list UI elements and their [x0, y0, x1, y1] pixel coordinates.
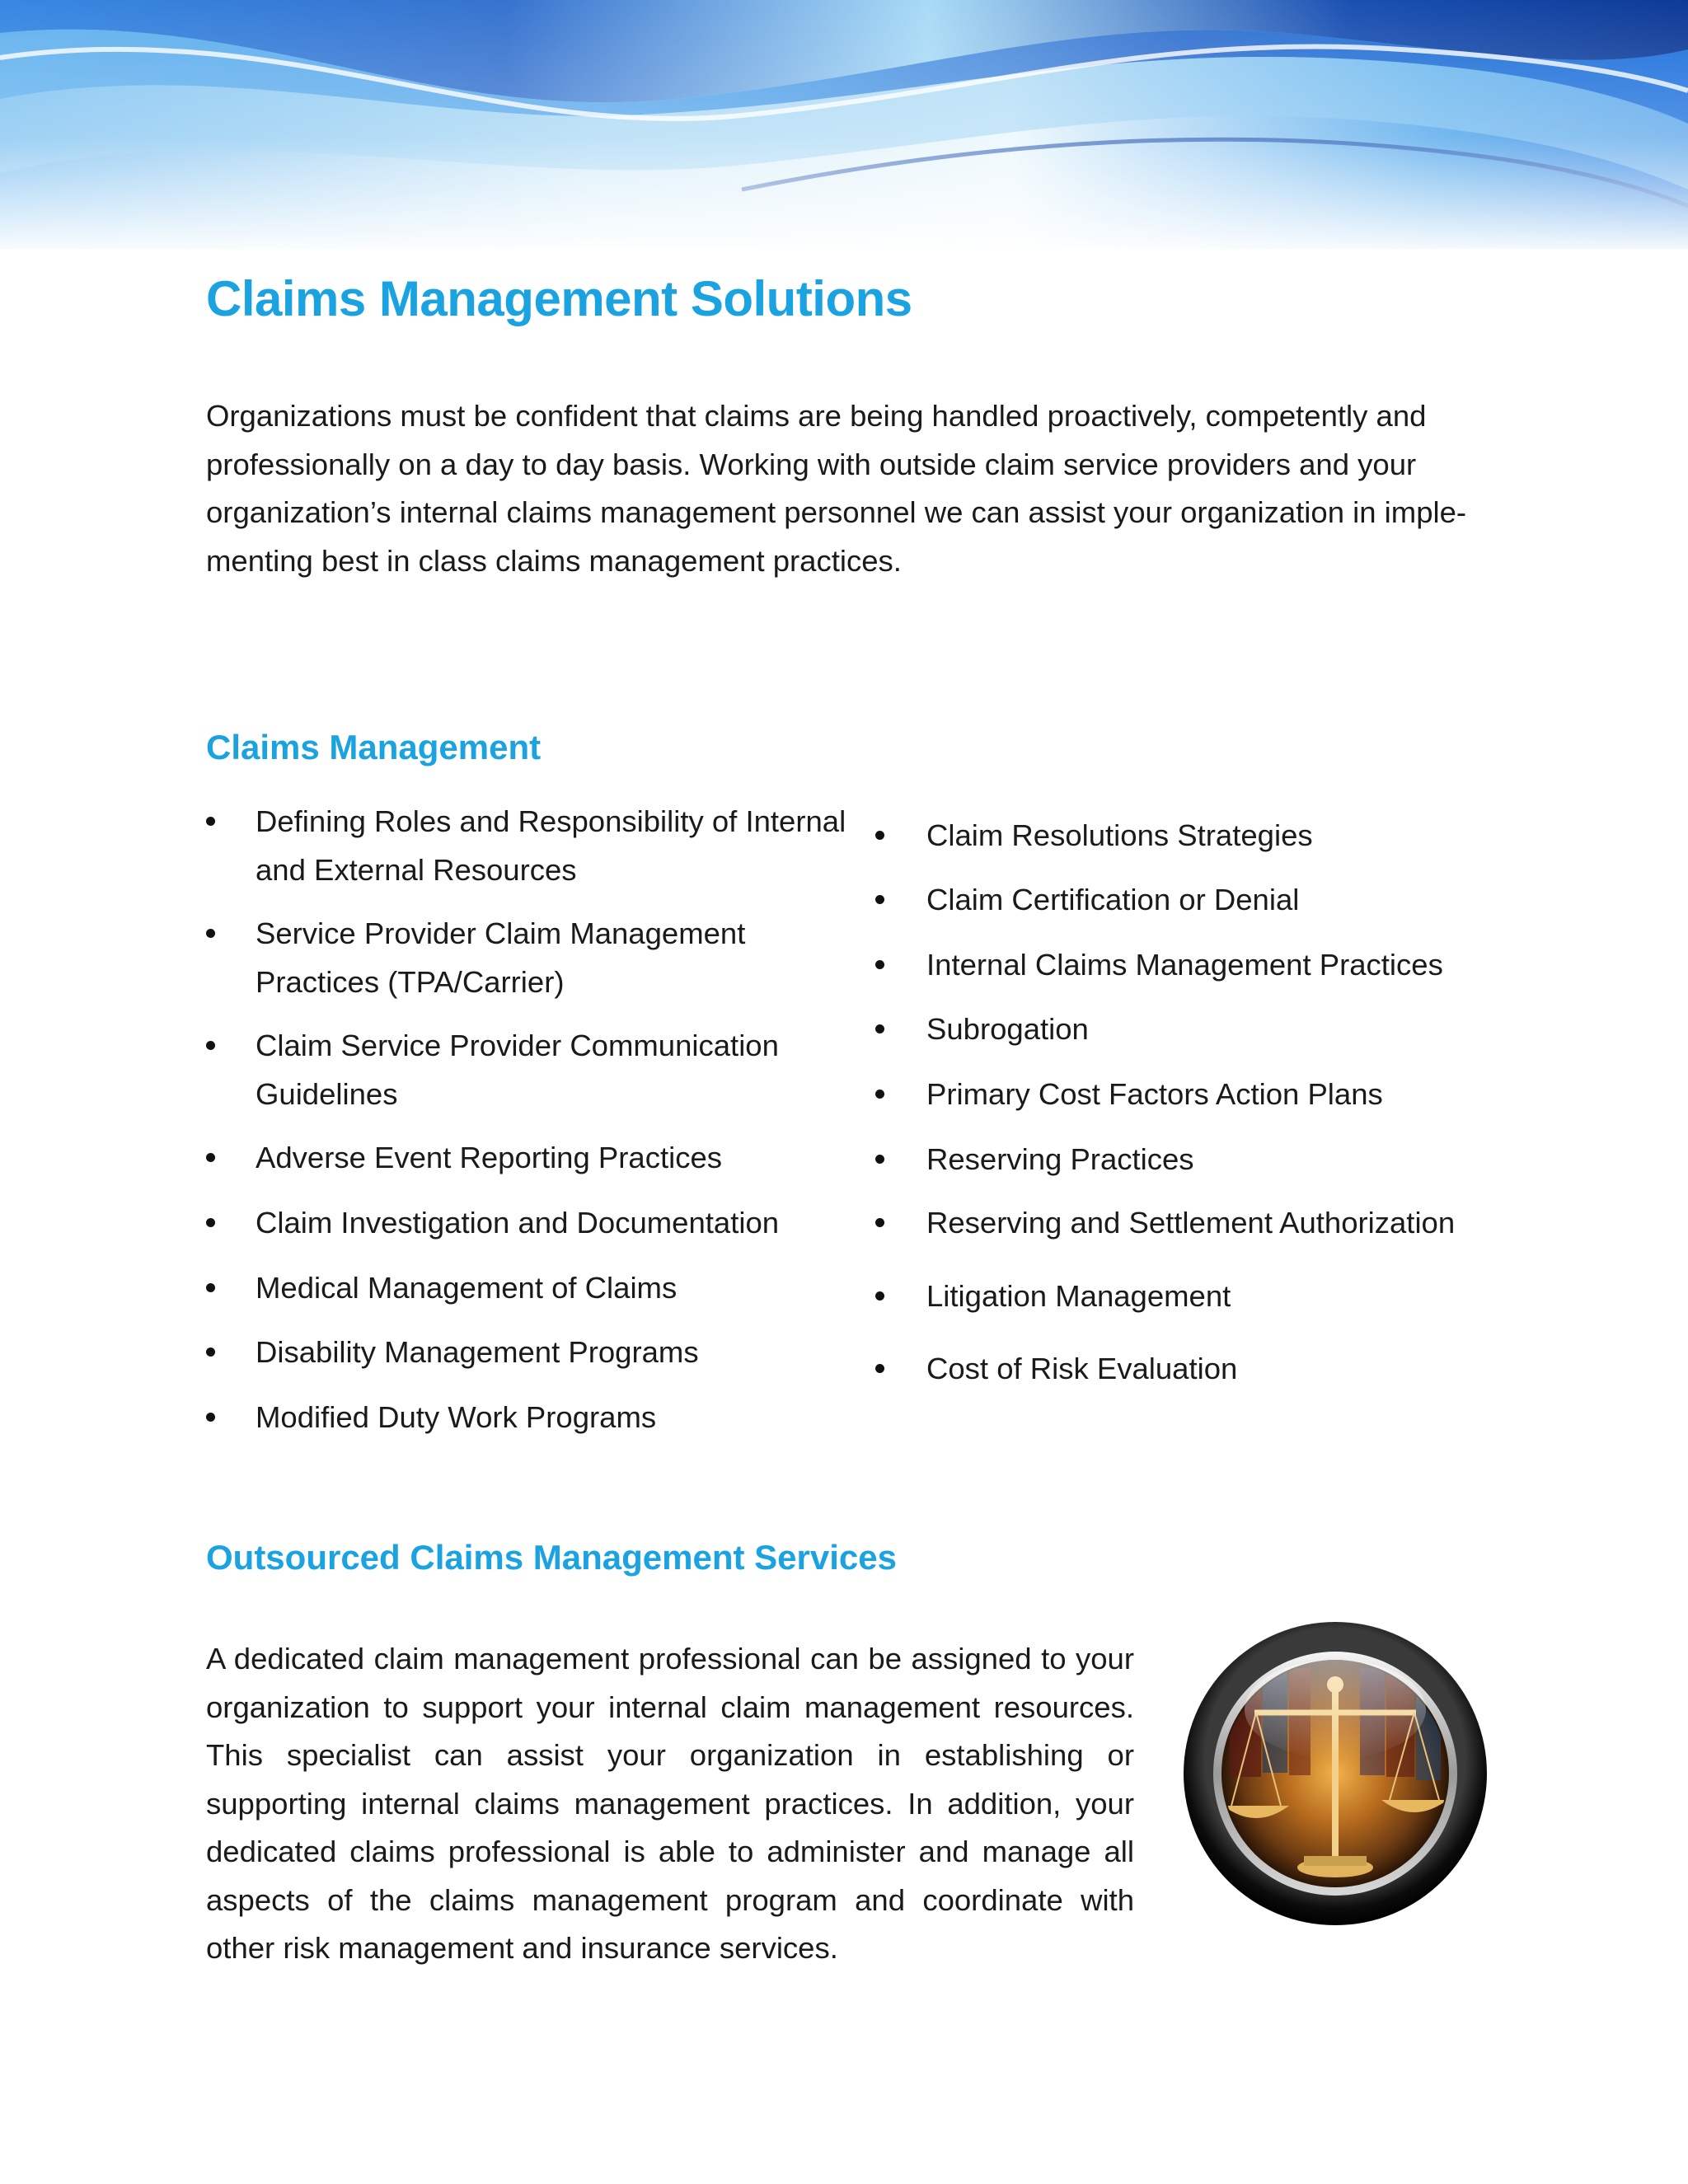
list-item-label: Litigation Management — [926, 1279, 1231, 1313]
list-item — [875, 941, 1553, 990]
list-item — [875, 1345, 1553, 1394]
list-item — [206, 1264, 849, 1313]
bullet-icon — [875, 1291, 884, 1301]
outsourced-services-heading: Outsourced Claims Management Services — [206, 1538, 897, 1577]
list-item — [206, 1394, 849, 1442]
bullet-icon — [206, 1413, 215, 1422]
list-item — [875, 1199, 1553, 1248]
bullet-icon — [206, 929, 215, 938]
list-item-label: Cost of Risk Evaluation — [926, 1352, 1238, 1385]
list-item-label: Service Provider Claim Management Practices (TPA/Carrier) — [256, 916, 746, 999]
blue-wave-banner — [0, 0, 1688, 249]
bullet-icon — [875, 1364, 884, 1373]
bullet-icon — [875, 960, 884, 969]
list-item-label: Claim Certification or Denial — [926, 883, 1300, 916]
list-item-label: Medical Management of Claims — [256, 1271, 678, 1305]
list-item — [206, 1134, 849, 1183]
claims-management-heading: Claims Management — [206, 728, 542, 766]
list-item — [875, 1071, 1553, 1119]
list-item-label: Adverse Event Reporting Practices — [256, 1141, 723, 1174]
bullet-icon — [875, 1024, 884, 1033]
list-item-label: Defining Roles and Responsibility of Internal and External Resources — [256, 804, 846, 887]
bullet-icon — [875, 895, 884, 904]
bullet-icon — [875, 831, 884, 840]
bullet-icon — [206, 1041, 215, 1050]
bullet-icon — [206, 1347, 215, 1357]
list-item — [206, 1199, 849, 1248]
list-item-label: Modified Duty Work Programs — [256, 1400, 657, 1434]
list-item — [875, 876, 1553, 925]
list-item — [875, 1272, 1553, 1321]
list-item-label: Claim Resolutions Strategies — [926, 818, 1313, 852]
list-item-label: Reserving and Settlement Authorization — [926, 1206, 1456, 1240]
list-item-label: Claim Service Provider Communication Guidelines — [256, 1029, 779, 1111]
bullet-icon — [875, 1090, 884, 1099]
list-item — [875, 812, 1553, 860]
list-item — [875, 1136, 1553, 1184]
list-item-label: Disability Management Programs — [256, 1335, 699, 1369]
list-item — [206, 1329, 849, 1377]
bullet-icon — [206, 1153, 215, 1162]
list-item-label: Primary Cost Factors Action Plans — [926, 1077, 1383, 1111]
page-title: Claims Management Solutions — [206, 271, 912, 326]
list-item — [875, 1005, 1553, 1054]
list-item — [206, 910, 849, 1006]
outsourced-services-paragraph: A dedicated claim management professional can be assigned to your organization to support your internal claim management resources. This specialist can assist your organization in establishing or supporting internal claims management practices. In addition, your dedicated claims professional is able to administer and manage all aspects of the claims management program and coordinate with other risk management and insurance services. — [206, 1642, 1134, 1965]
bullet-icon — [206, 1218, 215, 1227]
bullet-icon — [206, 1283, 215, 1292]
scales-of-justice-icon — [1180, 1620, 1490, 1930]
list-item-label: Claim Investigation and Documentation — [256, 1206, 780, 1240]
intro-paragraph: Organizations must be confident that claims are being handled proactively, competently and professionally on a day to day basis. Working with outside claim service providers and your organization’s internal claims management personnel we can assist your organization in imple-menting best in class claims management practices. — [206, 399, 1467, 578]
bullet-icon — [206, 817, 215, 826]
list-item-label: Internal Claims Management Practices — [926, 948, 1443, 982]
list-item-label: Reserving Practices — [926, 1142, 1194, 1176]
bullet-icon — [875, 1218, 884, 1227]
list-item-label: Subrogation — [926, 1012, 1089, 1046]
list-item — [206, 1022, 849, 1118]
list-item — [206, 798, 849, 894]
bullet-icon — [875, 1155, 884, 1164]
